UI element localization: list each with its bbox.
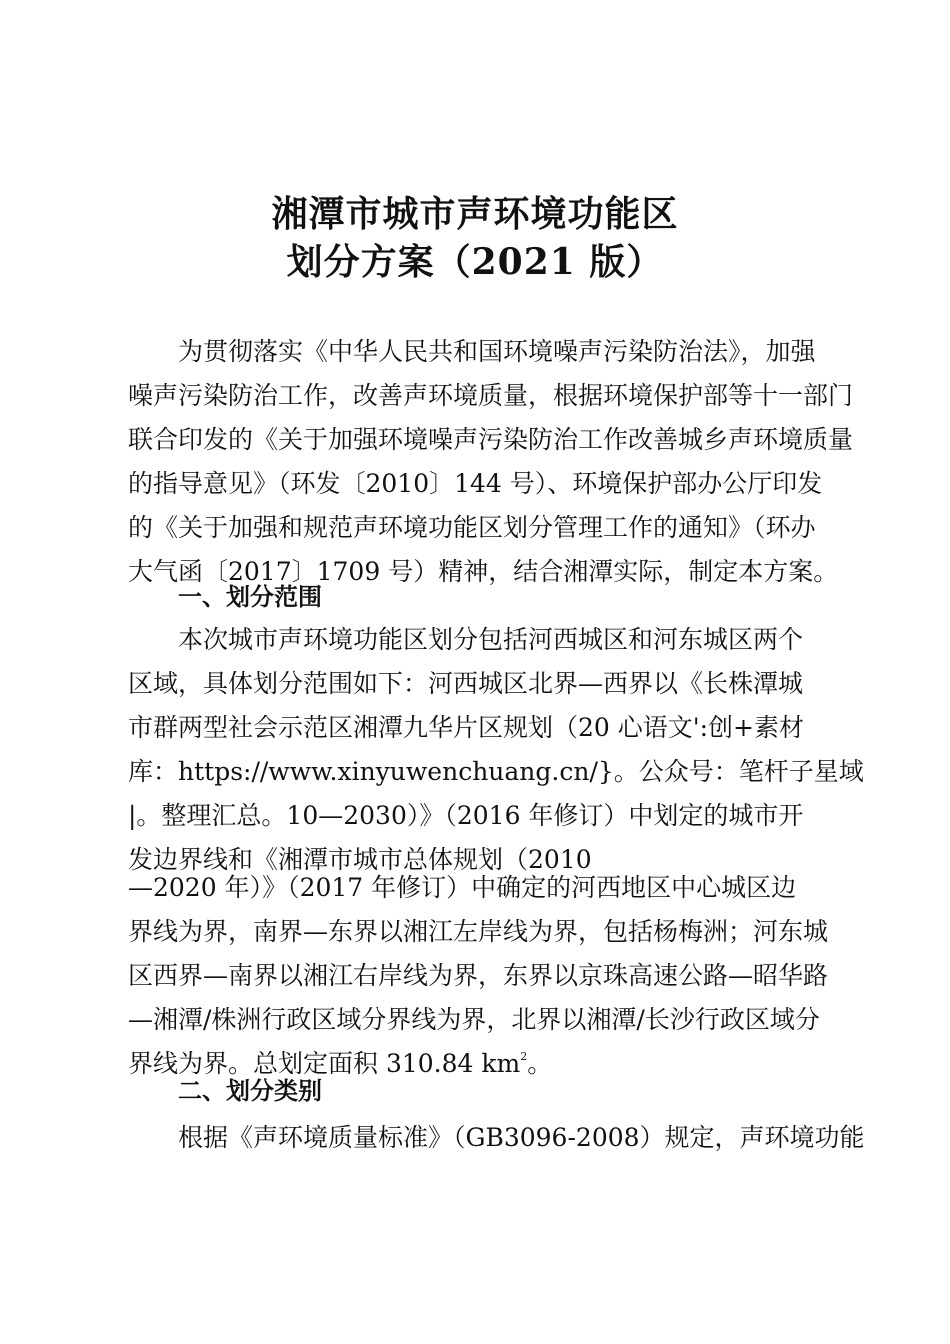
- section-heading-categories: 二、划分类别: [178, 1077, 322, 1105]
- document-title-line-2: 划分方案（2021 版）: [286, 241, 664, 283]
- paragraph-line: 市群两型社会示范区湘潭九华片区规划（20 心语文':创+素材: [128, 713, 805, 742]
- paragraph-line: 的《关于加强和规范声环境功能区划分管理工作的通知》（环办: [128, 513, 816, 542]
- paragraph-line: 的指导意见》（环发〔2010〕144 号）、环境保护部办公厅印发: [128, 469, 823, 498]
- paragraph-line: 发边界线和《湘潭市城市总体规划（2010: [128, 845, 592, 874]
- paragraph-line: 噪声污染防治工作，改善声环境质量，根据环境保护部等十一部门: [128, 381, 854, 410]
- paragraph-line: 为贯彻落实《中华人民共和国环境噪声污染防治法》，加强: [178, 337, 816, 366]
- paragraph-line: —湘潭/株洲行政区域分界线为界，北界以湘潭/长沙行政区域分: [128, 1005, 820, 1034]
- paragraph-line: 大气函〔2017〕1709 号）精神，结合湘潭实际，制定本方案。: [128, 557, 839, 586]
- paragraph-line: |。整理汇总。10—2030）》（2016 年修订）中划定的城市开: [128, 801, 804, 830]
- paragraph-line: 联合印发的《关于加强环境噪声污染防治工作改善城乡声环境质量: [128, 425, 854, 454]
- section-heading-scope: 一、划分范围: [178, 583, 322, 611]
- paragraph-line: 区西界—南界以湘江右岸线为界，东界以京珠高速公路—昭华路: [128, 961, 829, 990]
- paragraph-line: 本次城市声环境功能区划分包括河西城区和河东城区两个: [178, 625, 804, 654]
- paragraph-line: —2020 年）》（2017 年修订）中确定的河西地区中心城区边: [128, 873, 797, 902]
- paragraph-line: 区域，具体划分范围如下：河西城区北界—西界以《长株潭城: [128, 669, 804, 698]
- document-title-line-1: 湘潭市城市声环境功能区: [271, 193, 679, 235]
- paragraph-line: 根据《声环境质量标准》（GB3096-2008）规定，声环境功能: [178, 1123, 865, 1152]
- area-unit-superscript: 2: [520, 1050, 528, 1063]
- area-end-punct: 。: [527, 1049, 553, 1078]
- paragraph-line: 界线为界，南界—东界以湘江左岸线为界，包括杨梅洲；河东城: [128, 917, 829, 946]
- paragraph-line: 库：https://www.xinyuwenchuang.cn/}。公众号：笔杆子星域: [128, 757, 864, 786]
- area-text: 界线为界。总划定面积 310.84 km: [128, 1049, 521, 1078]
